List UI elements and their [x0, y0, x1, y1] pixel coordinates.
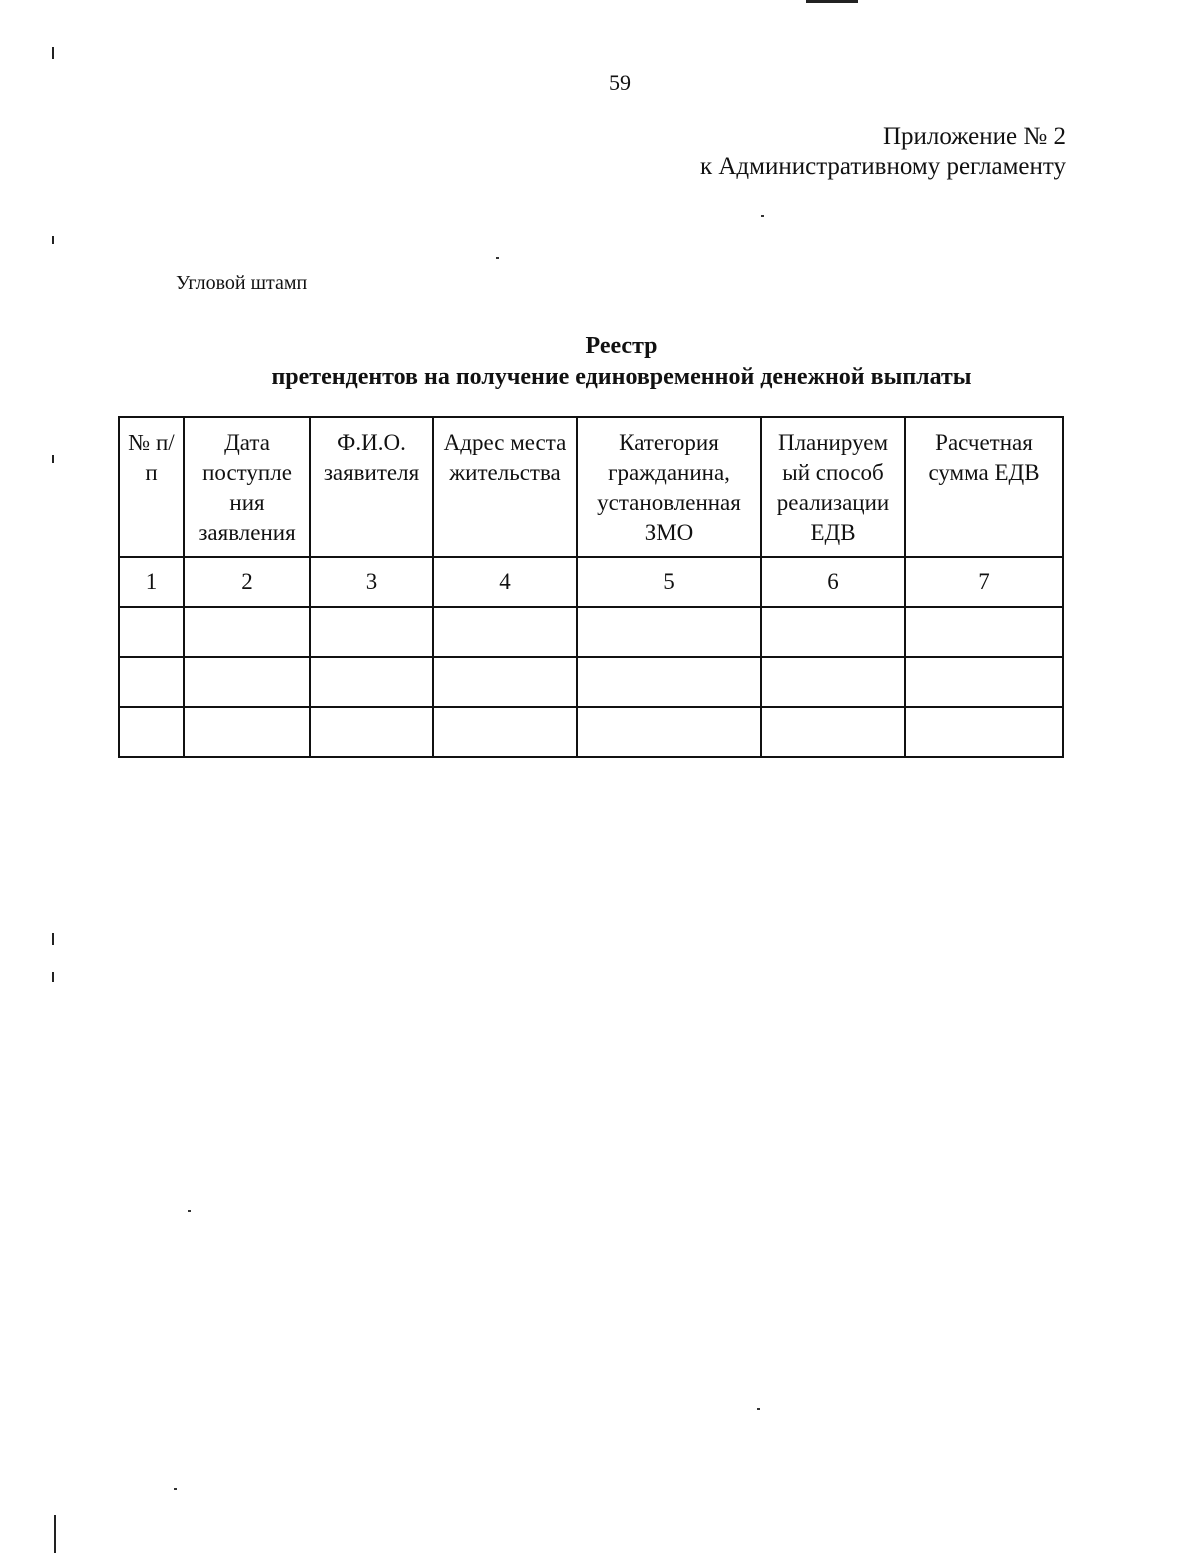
table-cell [119, 607, 184, 657]
scan-speck [496, 257, 499, 259]
appendix-reference [700, 122, 1066, 182]
table-cell [905, 657, 1063, 707]
scan-mark [52, 47, 54, 59]
column-number: 3 [310, 557, 433, 607]
scan-mark [52, 455, 54, 463]
table-cell [119, 707, 184, 757]
scan-mark [54, 1515, 56, 1553]
table-row [119, 657, 1063, 707]
column-number-row [119, 557, 1063, 607]
table-cell [184, 657, 310, 707]
scan-speck [757, 1408, 760, 1410]
scan-speck [188, 1210, 191, 1212]
document-title [0, 331, 1200, 393]
column-header: Категория гражданина, установленная ЗМО [577, 417, 761, 557]
column-header: Планируем ый способ реализации ЕДВ [761, 417, 905, 557]
table-cell [577, 707, 761, 757]
registry-table [118, 416, 1064, 758]
table-cell [761, 707, 905, 757]
table-cell [184, 607, 310, 657]
table-cell [433, 707, 577, 757]
corner-stamp-label: Угловой штамп [176, 272, 308, 294]
column-header: Ф.И.О. заявителя [310, 417, 433, 557]
title-line-1: Реестр [585, 333, 658, 359]
table-cell [119, 657, 184, 707]
table-row [119, 707, 1063, 757]
column-header: № п/п [119, 417, 184, 557]
table-cell [577, 607, 761, 657]
column-number: 2 [184, 557, 310, 607]
column-header: Расчетная сумма ЕДВ [905, 417, 1063, 557]
table-cell [184, 707, 310, 757]
page-number: 59 [609, 70, 631, 95]
table-cell [905, 607, 1063, 657]
column-number: 4 [433, 557, 577, 607]
scan-speck [761, 215, 764, 217]
title-line-2: претендентов на получение единовременной денежной выплаты [271, 364, 972, 390]
column-header: Дата поступле ния заявления [184, 417, 310, 557]
scan-mark [52, 972, 54, 982]
table-cell [433, 657, 577, 707]
column-number: 5 [577, 557, 761, 607]
appendix-line-2: к Административному регламенту [699, 153, 1066, 180]
table-header-row [119, 417, 1063, 557]
scan-mark [52, 933, 54, 945]
scan-mark [52, 236, 54, 244]
appendix-line-1: Приложение № 2 [882, 123, 1066, 150]
scan-speck [174, 1488, 177, 1490]
table-cell [310, 707, 433, 757]
table-cell [310, 607, 433, 657]
table-cell [577, 657, 761, 707]
table-cell [310, 657, 433, 707]
column-number: 7 [905, 557, 1063, 607]
table-cell [433, 607, 577, 657]
table-cell [761, 607, 905, 657]
column-header: Адрес места жительства [433, 417, 577, 557]
table-cell [905, 707, 1063, 757]
scan-artifact-top [806, 0, 858, 3]
table-cell [761, 657, 905, 707]
column-number: 6 [761, 557, 905, 607]
column-number: 1 [119, 557, 184, 607]
table-row [119, 607, 1063, 657]
